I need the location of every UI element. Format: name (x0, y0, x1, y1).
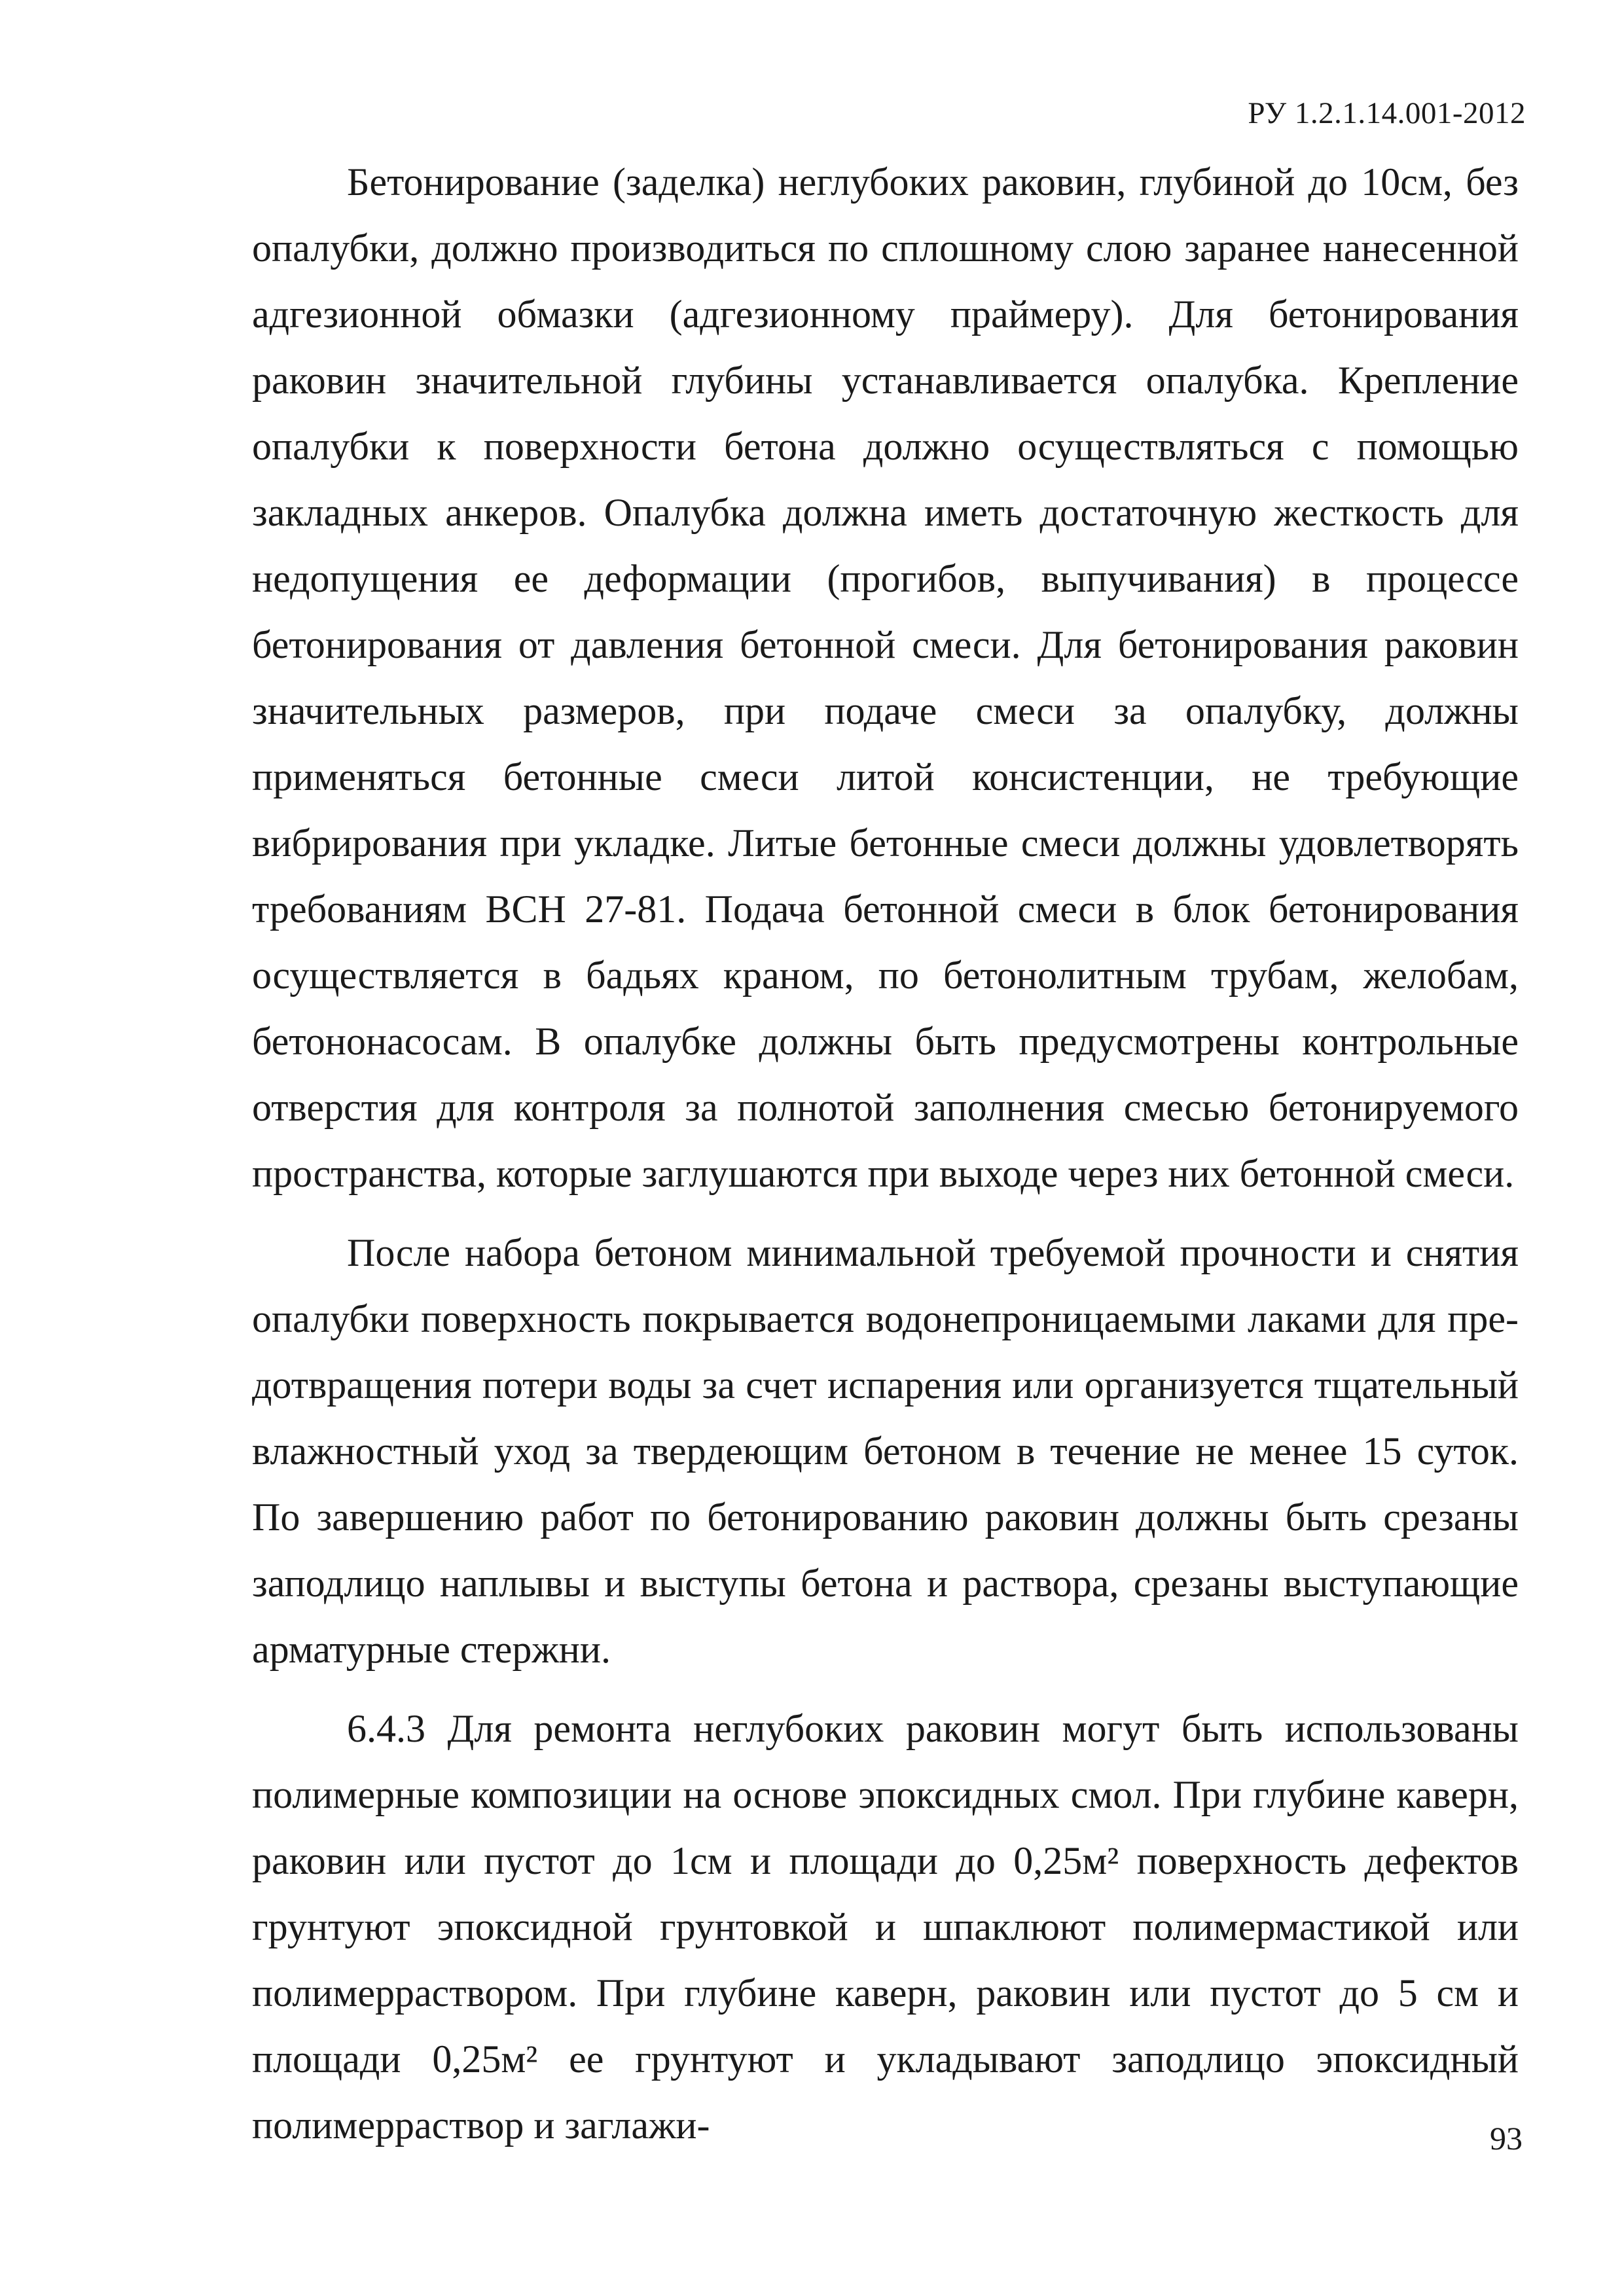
document-body (252, 149, 1519, 2159)
paragraph-concreting-cavities: Бетонирование (заделка) неглубоких раковин, глубиной до 10см, без опалубки, должно производиться по сплошному слою заранее нанесенной адгезионной обмазки (адгезионному праймеру). Для бетонирования раковин значительной глубины устанавливается опалубка. Крепление опалубки к поверхности бетона должно осуществляться с помощью закладных анкеров. Опалубка должна иметь достаточную жесткость для недопущения ее деформации (прогибов, выпучивания) в процессе бетонирования от давления бетонной смеси. Для бетонирования раковин значительных размеров, при подаче смеси за опалубку, должны применяться бетонные смеси литой консистенции, не требующие вибрирования при укладке. Литые бетонные смеси должны удовлетворять требованиям ВСН 27-81. Подача бетонной смеси в блок бетонирования осуществляется в бадьях краном, по бетонолитным трубам, желобам, бетононасосам. В опалубке должны быть предусмотрены контрольные отверстия для контроля за полнотой заполнения смесью бетонируемого пространства, которые заглушаются при выходе через них бетонной смеси. (252, 160, 1519, 1195)
paragraph-curing-and-finishing: После набора бетоном минимальной требуемой прочности и снятия опалубки поверхность покрывается водонепроницаемыми лаками для предотвращения потери воды за счет испарения или организуется тщательный влажностный уход за твердеющим бетоном в течение не менее 15 суток. По завершению работ по бетонированию раковин должны быть срезаны заподлицо наплывы и выступы бетона и раствора, срезаны выступающие арматурные стержни. (252, 1231, 1519, 1671)
paragraph-6-4-3-polymer-repair: 6.4.3 Для ремонта неглубоких раковин могут быть использованы полимерные композиции на основе эпоксидных смол. При глубине каверн, раковин или пустот до 1см и площади до 0,25м² поверхность дефектов грунтуют эпоксидной грунтовкой и шпаклюют полимермастикой или полимерраствором. При глубине каверн, раковин или пустот до 5 см и площади 0,25м² ее грунтуют и укладывают заподлицо эпоксидный полимерраствор и заглажи- (252, 1707, 1519, 2147)
document-code-header: РУ 1.2.1.14.001-2012 (1248, 96, 1526, 130)
page-number: 93 (1490, 2120, 1523, 2157)
